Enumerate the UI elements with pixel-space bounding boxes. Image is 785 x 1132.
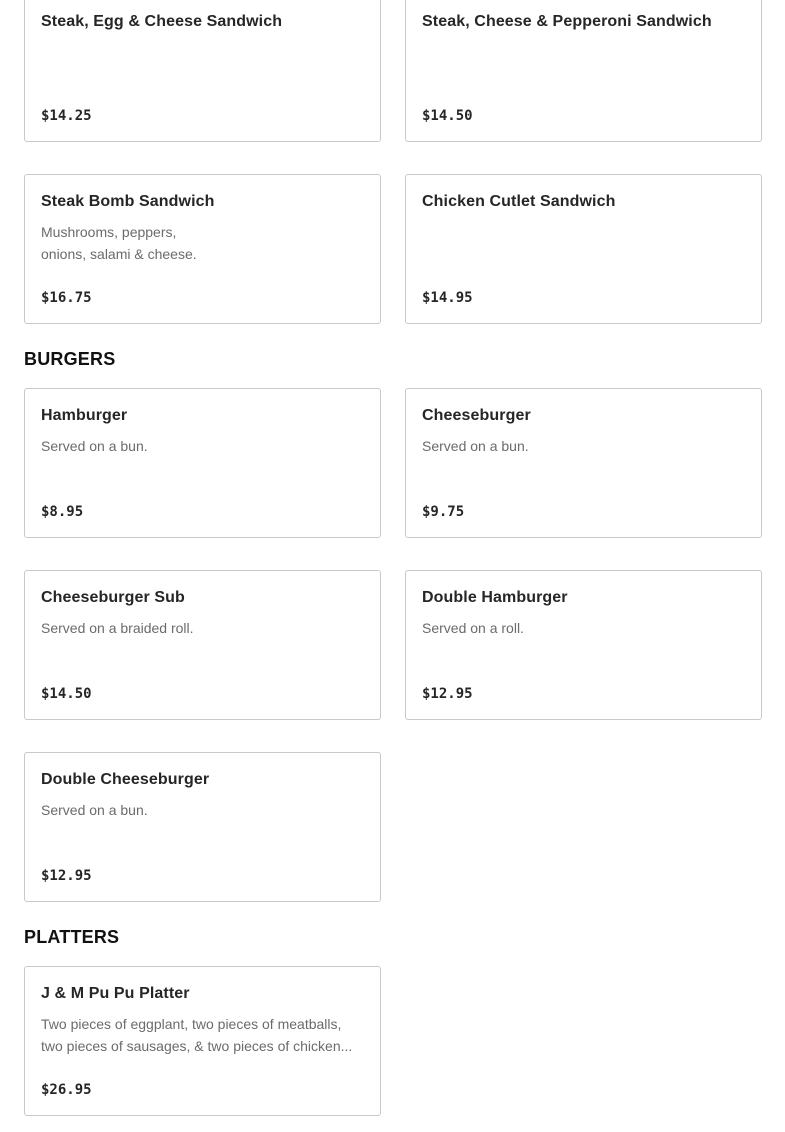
item-price: $9.75 — [422, 504, 465, 520]
item-description: Served on a bun. — [41, 438, 148, 454]
item-name: Steak, Cheese & Pepperoni Sandwich — [422, 13, 712, 30]
item-price: $14.50 — [41, 686, 92, 702]
item-price: $12.95 — [41, 868, 92, 884]
item-price: $14.50 — [422, 108, 473, 124]
item-description: Served on a braided roll. — [41, 620, 194, 636]
section-title-burgers: BURGERS — [24, 349, 116, 369]
item-description: Served on a roll. — [422, 620, 524, 636]
item-price: $14.95 — [422, 290, 473, 306]
item-description: Mushrooms, peppers, onions, salami & cheese. — [41, 224, 197, 262]
item-name: J & M Pu Pu Platter — [41, 985, 190, 1002]
menu-item-card[interactable] — [24, 174, 381, 324]
item-name: Steak, Egg & Cheese Sandwich — [41, 13, 283, 30]
menu-item-card[interactable] — [405, 0, 762, 142]
item-description: Served on a bun. — [41, 802, 148, 818]
item-description: Two pieces of eggplant, two pieces of meatballs, two pieces of sausages, & two pieces of chicken... — [41, 1016, 353, 1054]
item-price: $8.95 — [41, 504, 84, 520]
item-name: Cheeseburger — [422, 407, 531, 424]
menu-item-card[interactable] — [24, 966, 381, 1116]
item-name: Steak Bomb Sandwich — [41, 193, 215, 210]
menu-item-card[interactable] — [24, 752, 381, 902]
item-name: Double Hamburger — [422, 589, 568, 606]
section-title-platters: PLATTERS — [24, 927, 120, 947]
item-description: Served on a bun. — [422, 438, 529, 454]
menu-item-card[interactable] — [405, 174, 762, 324]
item-price: $16.75 — [41, 290, 92, 306]
item-name: Double Cheeseburger — [41, 771, 210, 788]
item-name: Hamburger — [41, 407, 128, 424]
item-name: Cheeseburger Sub — [41, 589, 185, 606]
item-price: $26.95 — [41, 1082, 92, 1098]
menu-item-card[interactable] — [405, 388, 762, 538]
menu-item-card[interactable] — [405, 570, 762, 720]
item-price: $12.95 — [422, 686, 473, 702]
item-name: Chicken Cutlet Sandwich — [422, 193, 616, 210]
menu-item-card[interactable] — [24, 388, 381, 538]
item-price: $14.25 — [41, 108, 92, 124]
menu-item-card[interactable] — [24, 0, 381, 142]
menu-item-card[interactable] — [24, 570, 381, 720]
